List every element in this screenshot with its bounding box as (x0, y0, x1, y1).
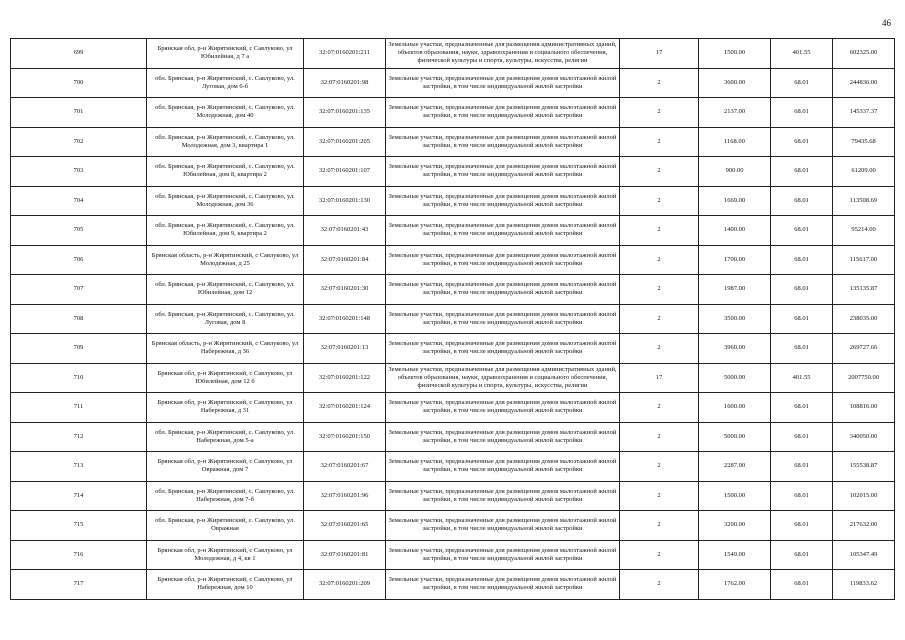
use-group-cell: 2 (620, 216, 699, 246)
cadastral-value-cell: 269727.66 (833, 334, 895, 364)
area-cell: 3500.00 (699, 304, 771, 334)
permitted-use-cell: Земельные участки, предназначенные для размещения домов малоэтажной жилой застройки, в том числе индивидуальной жилой застройки (386, 98, 620, 128)
permitted-use-cell: Земельные участки, предназначенные для размещения домов малоэтажной жилой застройки, в том числе индивидуальной жилой застройки (386, 275, 620, 305)
area-cell: 2137.00 (699, 98, 771, 128)
cadastral-number-cell: 32:07:0160201:13 (304, 334, 386, 364)
permitted-use-cell: Земельные участки, предназначенные для размещения домов малоэтажной жилой застройки, в том числе индивидуальной жилой застройки (386, 334, 620, 364)
row-number-cell: 715 (11, 511, 147, 541)
area-cell: 1600.00 (699, 393, 771, 423)
cadastral-value-cell: 79435.68 (833, 127, 895, 157)
row-number-cell: 717 (11, 570, 147, 600)
row-number-cell: 699 (11, 39, 147, 69)
cadastral-number-cell: 32:07:0160201:135 (304, 98, 386, 128)
area-cell: 3960.00 (699, 334, 771, 364)
table-body (11, 39, 895, 600)
use-group-cell: 2 (620, 98, 699, 128)
land-plot-table (10, 38, 895, 600)
specific-value-cell: 68.01 (771, 98, 833, 128)
area-cell: 3600.00 (699, 68, 771, 98)
cadastral-value-cell: 113508.69 (833, 186, 895, 216)
table-row (11, 422, 895, 452)
table-row (11, 452, 895, 482)
table-row (11, 393, 895, 423)
cadastral-value-cell: 95214.00 (833, 216, 895, 246)
use-group-cell: 2 (620, 68, 699, 98)
address-cell: обл. Брянская, р-н Жирятинский, с. Савлуково, ул. Юбилейная, дом 9, квартира 2 (147, 216, 304, 246)
address-cell: обл. Брянская, р-н Жирятинский, с. Савлуково, ул. Овражная (147, 511, 304, 541)
permitted-use-cell: Земельные участки, предназначенные для размещения домов малоэтажной жилой застройки, в том числе индивидуальной жилой застройки (386, 393, 620, 423)
table-row (11, 157, 895, 187)
cadastral-value-cell: 61209.00 (833, 157, 895, 187)
use-group-cell: 2 (620, 570, 699, 600)
area-cell: 1700.00 (699, 245, 771, 275)
cadastral-value-cell: 217632.00 (833, 511, 895, 541)
cadastral-number-cell: 32:07:0160201:148 (304, 304, 386, 334)
address-cell: обл. Брянская, р-н Жирятинский, с. Савлуково, ул. Молодежная, дом 40 (147, 98, 304, 128)
row-number-cell: 710 (11, 363, 147, 393)
use-group-cell: 2 (620, 422, 699, 452)
specific-value-cell: 68.01 (771, 334, 833, 364)
permitted-use-cell: Земельные участки, предназначенные для размещения административных зданий, объектов образования, науки, здравоохранения и социального обеспечения, физической культуры и спорта, культуры, искусства, религии (386, 39, 620, 69)
row-number-cell: 714 (11, 481, 147, 511)
permitted-use-cell: Земельные участки, предназначенные для размещения домов малоэтажной жилой застройки, в том числе индивидуальной жилой застройки (386, 245, 620, 275)
cadastral-value-cell: 145337.37 (833, 98, 895, 128)
table-row (11, 186, 895, 216)
specific-value-cell: 68.01 (771, 422, 833, 452)
address-cell: Брянская обл, р-н Жирятинский, с Савлуково, ул Юбилейная, д 7 а (147, 39, 304, 69)
row-number-cell: 706 (11, 245, 147, 275)
row-number-cell: 702 (11, 127, 147, 157)
specific-value-cell: 68.01 (771, 68, 833, 98)
permitted-use-cell: Земельные участки, предназначенные для размещения домов малоэтажной жилой застройки, в том числе индивидуальной жилой застройки (386, 186, 620, 216)
cadastral-number-cell: 32:07:0160201:84 (304, 245, 386, 275)
row-number-cell: 704 (11, 186, 147, 216)
permitted-use-cell: Земельные участки, предназначенные для размещения домов малоэтажной жилой застройки, в том числе индивидуальной жилой застройки (386, 422, 620, 452)
specific-value-cell: 68.01 (771, 481, 833, 511)
permitted-use-cell: Земельные участки, предназначенные для размещения домов малоэтажной жилой застройки, в том числе индивидуальной жилой застройки (386, 452, 620, 482)
area-cell: 1500.00 (699, 481, 771, 511)
specific-value-cell: 68.01 (771, 245, 833, 275)
row-number-cell: 711 (11, 393, 147, 423)
specific-value-cell: 68.01 (771, 304, 833, 334)
table-row (11, 363, 895, 393)
address-cell: Брянская область, р-н Жирятинский, с Савлуково, ул Молодежная, д 25 (147, 245, 304, 275)
cadastral-value-cell: 119833.62 (833, 570, 895, 600)
cadastral-number-cell: 32:07:0160201:30 (304, 275, 386, 305)
cadastral-value-cell: 340050.00 (833, 422, 895, 452)
cadastral-number-cell: 32:07:0160201:130 (304, 186, 386, 216)
cadastral-number-cell: 32:07:0160201:43 (304, 216, 386, 246)
specific-value-cell: 68.01 (771, 157, 833, 187)
permitted-use-cell: Земельные участки, предназначенные для размещения домов малоэтажной жилой застройки, в том числе индивидуальной жилой застройки (386, 68, 620, 98)
table-row (11, 511, 895, 541)
specific-value-cell: 68.01 (771, 216, 833, 246)
address-cell: Брянская обл, р-н Жирятинский, с Савлуково, ул Набережная, дом 10 (147, 570, 304, 600)
specific-value-cell: 68.01 (771, 275, 833, 305)
cadastral-number-cell: 32:07:0160201:150 (304, 422, 386, 452)
specific-value-cell: 68.01 (771, 540, 833, 570)
use-group-cell: 2 (620, 275, 699, 305)
table-row (11, 275, 895, 305)
specific-value-cell: 68.01 (771, 186, 833, 216)
address-cell: обл. Брянская, р-н Жирятинский, с. Савлуково, ул. Луговая, дом 6-б (147, 68, 304, 98)
use-group-cell: 2 (620, 186, 699, 216)
use-group-cell: 17 (620, 39, 699, 69)
cadastral-value-cell: 115617.00 (833, 245, 895, 275)
permitted-use-cell: Земельные участки, предназначенные для размещения домов малоэтажной жилой застройки, в том числе индивидуальной жилой застройки (386, 157, 620, 187)
table-row (11, 127, 895, 157)
area-cell: 1669.00 (699, 186, 771, 216)
use-group-cell: 2 (620, 304, 699, 334)
area-cell: 1762.00 (699, 570, 771, 600)
address-cell: Брянская область, р-н Жирятинский, с Савлуково, ул Набережная, д 36 (147, 334, 304, 364)
row-number-cell: 712 (11, 422, 147, 452)
specific-value-cell: 68.01 (771, 393, 833, 423)
use-group-cell: 2 (620, 481, 699, 511)
address-cell: Брянская обл, р-н Жирятинский, с Савлуково, ул Овражная, дом 7 (147, 452, 304, 482)
address-cell: обл. Брянская, р-н Жирятинский, с. Савлуково, ул. Молодежная, дом 36 (147, 186, 304, 216)
specific-value-cell: 68.01 (771, 127, 833, 157)
specific-value-cell: 68.01 (771, 570, 833, 600)
table-row (11, 98, 895, 128)
cadastral-number-cell: 32:07:0160201:124 (304, 393, 386, 423)
cadastral-number-cell: 32:07:0160201:205 (304, 127, 386, 157)
address-cell: обл. Брянская, р-н Жирятинский, с. Савлуково, ул. Молодежная, дом 3, квартира 1 (147, 127, 304, 157)
permitted-use-cell: Земельные участки, предназначенные для размещения домов малоэтажной жилой застройки, в том числе индивидуальной жилой застройки (386, 304, 620, 334)
permitted-use-cell: Земельные участки, предназначенные для размещения административных зданий, объектов образования, науки, здравоохранения и социального обеспечения, физической культуры и спорта, культуры, искусства, религии (386, 363, 620, 393)
table-row (11, 481, 895, 511)
specific-value-cell: 401.55 (771, 39, 833, 69)
table-row (11, 68, 895, 98)
row-number-cell: 708 (11, 304, 147, 334)
permitted-use-cell: Земельные участки, предназначенные для размещения домов малоэтажной жилой застройки, в том числе индивидуальной жилой застройки (386, 540, 620, 570)
cadastral-value-cell: 135135.87 (833, 275, 895, 305)
cadastral-number-cell: 32:07:0160201:96 (304, 481, 386, 511)
row-number-cell: 700 (11, 68, 147, 98)
cadastral-value-cell: 105347.49 (833, 540, 895, 570)
cadastral-value-cell: 238035.00 (833, 304, 895, 334)
cadastral-value-cell: 2007750.00 (833, 363, 895, 393)
address-cell: обл. Брянская, р-н Жирятинский, с. Савлуково, ул. Юбилейная, дом 12 (147, 275, 304, 305)
area-cell: 1987.00 (699, 275, 771, 305)
area-cell: 1400.00 (699, 216, 771, 246)
use-group-cell: 2 (620, 540, 699, 570)
table-row (11, 304, 895, 334)
address-cell: обл. Брянская, р-н Жирятинский, с. Савлуково, ул. Луговая, дом 8 (147, 304, 304, 334)
use-group-cell: 2 (620, 511, 699, 541)
table-row (11, 334, 895, 364)
specific-value-cell: 401.55 (771, 363, 833, 393)
table-row (11, 570, 895, 600)
row-number-cell: 707 (11, 275, 147, 305)
permitted-use-cell: Земельные участки, предназначенные для размещения домов малоэтажной жилой застройки, в том числе индивидуальной жилой застройки (386, 511, 620, 541)
cadastral-value-cell: 108816.00 (833, 393, 895, 423)
cadastral-number-cell: 32:07:0160201:65 (304, 511, 386, 541)
row-number-cell: 701 (11, 98, 147, 128)
cadastral-number-cell: 32:07:0160201:211 (304, 39, 386, 69)
area-cell: 900.00 (699, 157, 771, 187)
address-cell: Брянская обл, р-н Жирятинский, с Савлуково, ул Юбилейная, дом 12 б (147, 363, 304, 393)
use-group-cell: 2 (620, 157, 699, 187)
row-number-cell: 705 (11, 216, 147, 246)
use-group-cell: 2 (620, 393, 699, 423)
area-cell: 1549.00 (699, 540, 771, 570)
area-cell: 3200.00 (699, 511, 771, 541)
cadastral-number-cell: 32:07:0160201:81 (304, 540, 386, 570)
use-group-cell: 2 (620, 127, 699, 157)
row-number-cell: 713 (11, 452, 147, 482)
cadastral-value-cell: 102015.00 (833, 481, 895, 511)
cadastral-number-cell: 32:07:0160201:122 (304, 363, 386, 393)
specific-value-cell: 68.01 (771, 452, 833, 482)
permitted-use-cell: Земельные участки, предназначенные для размещения домов малоэтажной жилой застройки, в том числе индивидуальной жилой застройки (386, 127, 620, 157)
use-group-cell: 17 (620, 363, 699, 393)
cadastral-number-cell: 32:07:0160201:209 (304, 570, 386, 600)
address-cell: Брянская обл, р-н Жирятинский, с Савлуково, ул Набережная, д 31 (147, 393, 304, 423)
permitted-use-cell: Земельные участки, предназначенные для размещения домов малоэтажной жилой застройки, в том числе индивидуальной жилой застройки (386, 481, 620, 511)
table-row (11, 39, 895, 69)
cadastral-value-cell: 602325.00 (833, 39, 895, 69)
address-cell: Брянская обл, р-н Жирятинский, с Савлуково, ул Молодежная, д 4, кв 1 (147, 540, 304, 570)
use-group-cell: 2 (620, 245, 699, 275)
page-number: 46 (882, 18, 891, 28)
row-number-cell: 703 (11, 157, 147, 187)
cadastral-value-cell: 155538.87 (833, 452, 895, 482)
cadastral-number-cell: 32:07:0160201:107 (304, 157, 386, 187)
table-row (11, 540, 895, 570)
area-cell: 2287.00 (699, 452, 771, 482)
cadastral-value-cell: 244836.00 (833, 68, 895, 98)
table-row (11, 216, 895, 246)
area-cell: 1500.00 (699, 39, 771, 69)
cadastral-number-cell: 32:07:0160201:98 (304, 68, 386, 98)
specific-value-cell: 68.01 (771, 511, 833, 541)
cadastral-number-cell: 32:07:0160201:67 (304, 452, 386, 482)
permitted-use-cell: Земельные участки, предназначенные для размещения домов малоэтажной жилой застройки, в том числе индивидуальной жилой застройки (386, 216, 620, 246)
address-cell: обл. Брянская, р-н Жирятинский, с. Савлуково, ул. Юбилейная, дом 8, квартира 2 (147, 157, 304, 187)
use-group-cell: 2 (620, 334, 699, 364)
area-cell: 5000.00 (699, 422, 771, 452)
permitted-use-cell: Земельные участки, предназначенные для размещения домов малоэтажной жилой застройки, в том числе индивидуальной жилой застройки (386, 570, 620, 600)
address-cell: обл. Брянская, р-н Жирятинский, с. Савлуково, ул. Набережная, дом 5-а (147, 422, 304, 452)
row-number-cell: 716 (11, 540, 147, 570)
address-cell: обл. Брянская, р-н Жирятинский, с. Савлуково, ул. Набережная, дом 7-б (147, 481, 304, 511)
area-cell: 5000.00 (699, 363, 771, 393)
area-cell: 1168.00 (699, 127, 771, 157)
use-group-cell: 2 (620, 452, 699, 482)
table-row (11, 245, 895, 275)
row-number-cell: 709 (11, 334, 147, 364)
